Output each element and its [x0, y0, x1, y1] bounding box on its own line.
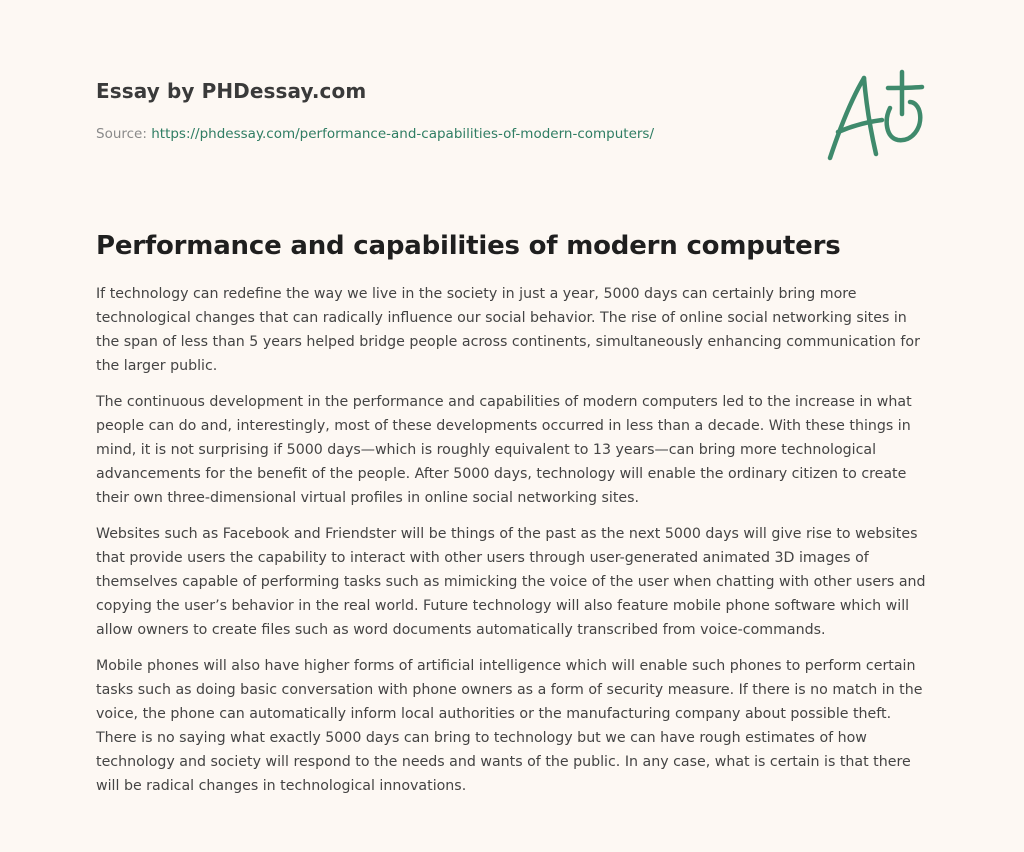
essay-paragraph: The continuous development in the performance and capabilities of modern computers led to the increase in what people can do and, interestingly, most of these developments occurred in less than a decade. With these things in mind, it is not surprising if 5000 days—which is roughly equivalent to 13 years—can bring more technological advancements for the benefit of the people. After 5000 days, technology will enable the ordinary citizen to create their own three-dimensional virtual profiles in online social networking sites. — [96, 394, 912, 506]
source-line — [96, 124, 796, 144]
source-label: Source: — [96, 126, 147, 142]
essay-paragraph: Websites such as Facebook and Friendster will be things of the past as the next 5000 days will give rise to websites that provide users the capability to interact with other users through user-generated animated 3D images of themselves capable of performing tasks such as mimicking the voice of the user when chatting with other users and copying the user’s behavior in the real world. Future technology will also feature mobile phone software which will allow owners to create files such as word documents automatically transcribed from voice-commands. — [96, 526, 926, 638]
site-brand: Essay by PHDessay.com — [96, 79, 367, 103]
a-plus-grade-icon — [818, 66, 930, 168]
essay-title: Performance and capabilities of modern computers — [96, 231, 841, 261]
essay-paragraph: If technology can redefine the way we live in the society in just a year, 5000 days can certainly bring more technological changes that can radically influence our social behavior. The rise of online social networking sites in the span of less than 5 years helped bridge people across continents, simultaneously enhancing communication for the larger public. — [96, 286, 920, 374]
essay-content — [96, 228, 934, 810]
source-link[interactable]: https://phdessay.com/performance-and-capabilities-of-modern-computers/ — [151, 126, 655, 142]
page-header — [96, 78, 796, 144]
essay-paragraph: Mobile phones will also have higher forms of artificial intelligence which will enable such phones to perform certain tasks such as doing basic conversation with phone owners as a form of security measure. If there is no match in the voice, the phone can automatically inform local authorities or the manufacturing company about possible theft. There is no saying what exactly 5000 days can bring to technology but we can have rough estimates of how technology and society will respond to the needs and wants of the public. In any case, what is certain is that there will be radical changes in technological innovations. — [96, 658, 923, 794]
